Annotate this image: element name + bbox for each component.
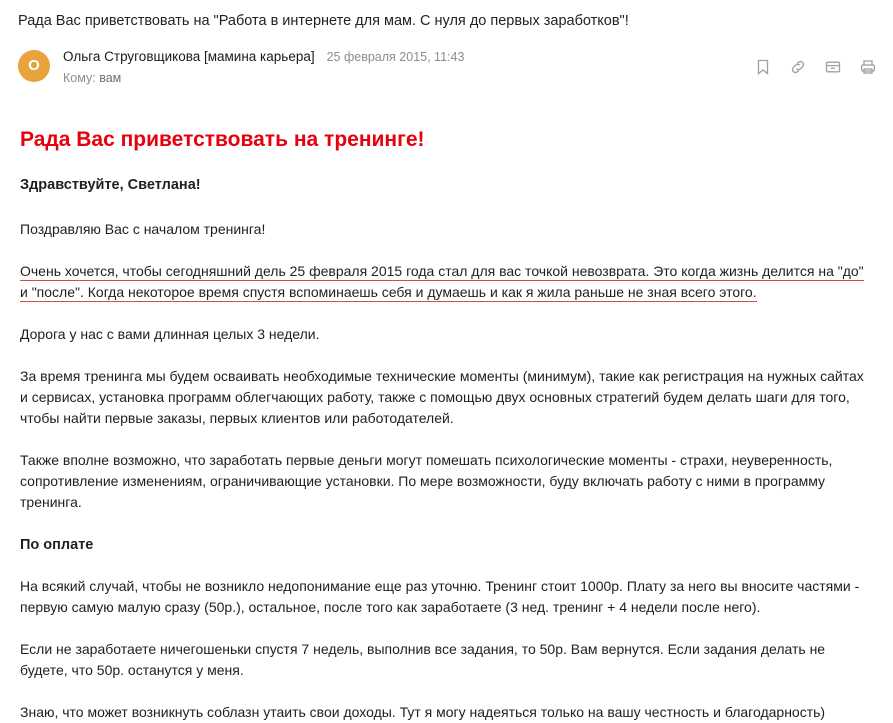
- bookmark-icon[interactable]: [754, 58, 772, 76]
- body-paragraph-6: Если не заработаете ничегошеньки спустя 7 недель, выполнив все задания, то 50р. Вам вернутся. Если задания делать не будете, что 50р. останутся у меня.: [20, 640, 826, 678]
- recipients-label: Кому:: [63, 70, 96, 85]
- recipients-value: вам: [99, 70, 122, 85]
- body-paragraph-3: За время тренинга мы будем осваивать необходимые технические моменты (минимум), такие как регистрация на нужных сайтах и сервисах, установка программ облегчающих работу, также с помощью двух основных стратегий будем делать шаги для того, чтобы найти первые заказы, первых клиентов или работодателей.: [20, 367, 864, 426]
- message-date: 25 февраля 2015, 11:43: [326, 49, 465, 64]
- body-paragraph-7: Знаю, что может возникнуть соблазн утаить свои доходы. Тут я могу надеяться только на вашу честность и благодарность): [20, 703, 826, 720]
- left-edge-divider: [0, 0, 1, 698]
- body-highlighted-text: Очень хочется, чтобы сегодняшний дель 25 февраля 2015 года стал для вас точкой невозврата. Это когда жизнь делится на "до" и "после". Когда некоторое время спустя вспоминаешь себя и думаешь и как я жила раньше не зная всего этого.: [20, 262, 864, 300]
- body-paragraph-2: Дорога у нас с вами длинная целых 3 недели.: [20, 325, 320, 342]
- message-header: [0, 40, 893, 95]
- link-icon[interactable]: [789, 58, 807, 76]
- message-subject: [0, 0, 893, 40]
- body-highlighted-paragraph: [20, 261, 873, 303]
- body-paragraph-1: Поздравляю Вас с началом тренинга!: [20, 220, 266, 237]
- sender-name[interactable]: Ольга Струговщикова [мамина карьера]: [63, 48, 315, 64]
- body-title: Рада Вас приветствовать на тренинге!: [20, 127, 425, 151]
- message-subject-text: Рада Вас приветствовать на "Работа в интернете для мам. С нуля до первых заработков"!: [18, 13, 629, 29]
- body-subheading-payment: По оплате: [20, 536, 94, 553]
- message-actions: [754, 58, 877, 76]
- print-icon[interactable]: [859, 58, 877, 76]
- body-paragraph-5: На всякий случай, чтобы не возникло недопонимание еще раз уточню. Тренинг стоит 1000р. Плату за него вы вносите частями - первую самую малую сразу (50р.), остальное, после того как заработаете (3 нед. тренинг + 4 недели после него).: [20, 577, 860, 615]
- message-body: [0, 95, 893, 723]
- body-paragraph-4: Также вполне возможно, что заработать первые деньги могут помешать психологические моменты - страхи, неуверенность, сопротивление изменениям, ограничивающие установки. По мере возможности, буду включать работу с ними в программу тренинга.: [20, 451, 833, 510]
- avatar: О: [18, 50, 50, 82]
- archive-icon[interactable]: [824, 58, 842, 76]
- body-greeting: Здравствуйте, Светлана!: [20, 177, 201, 194]
